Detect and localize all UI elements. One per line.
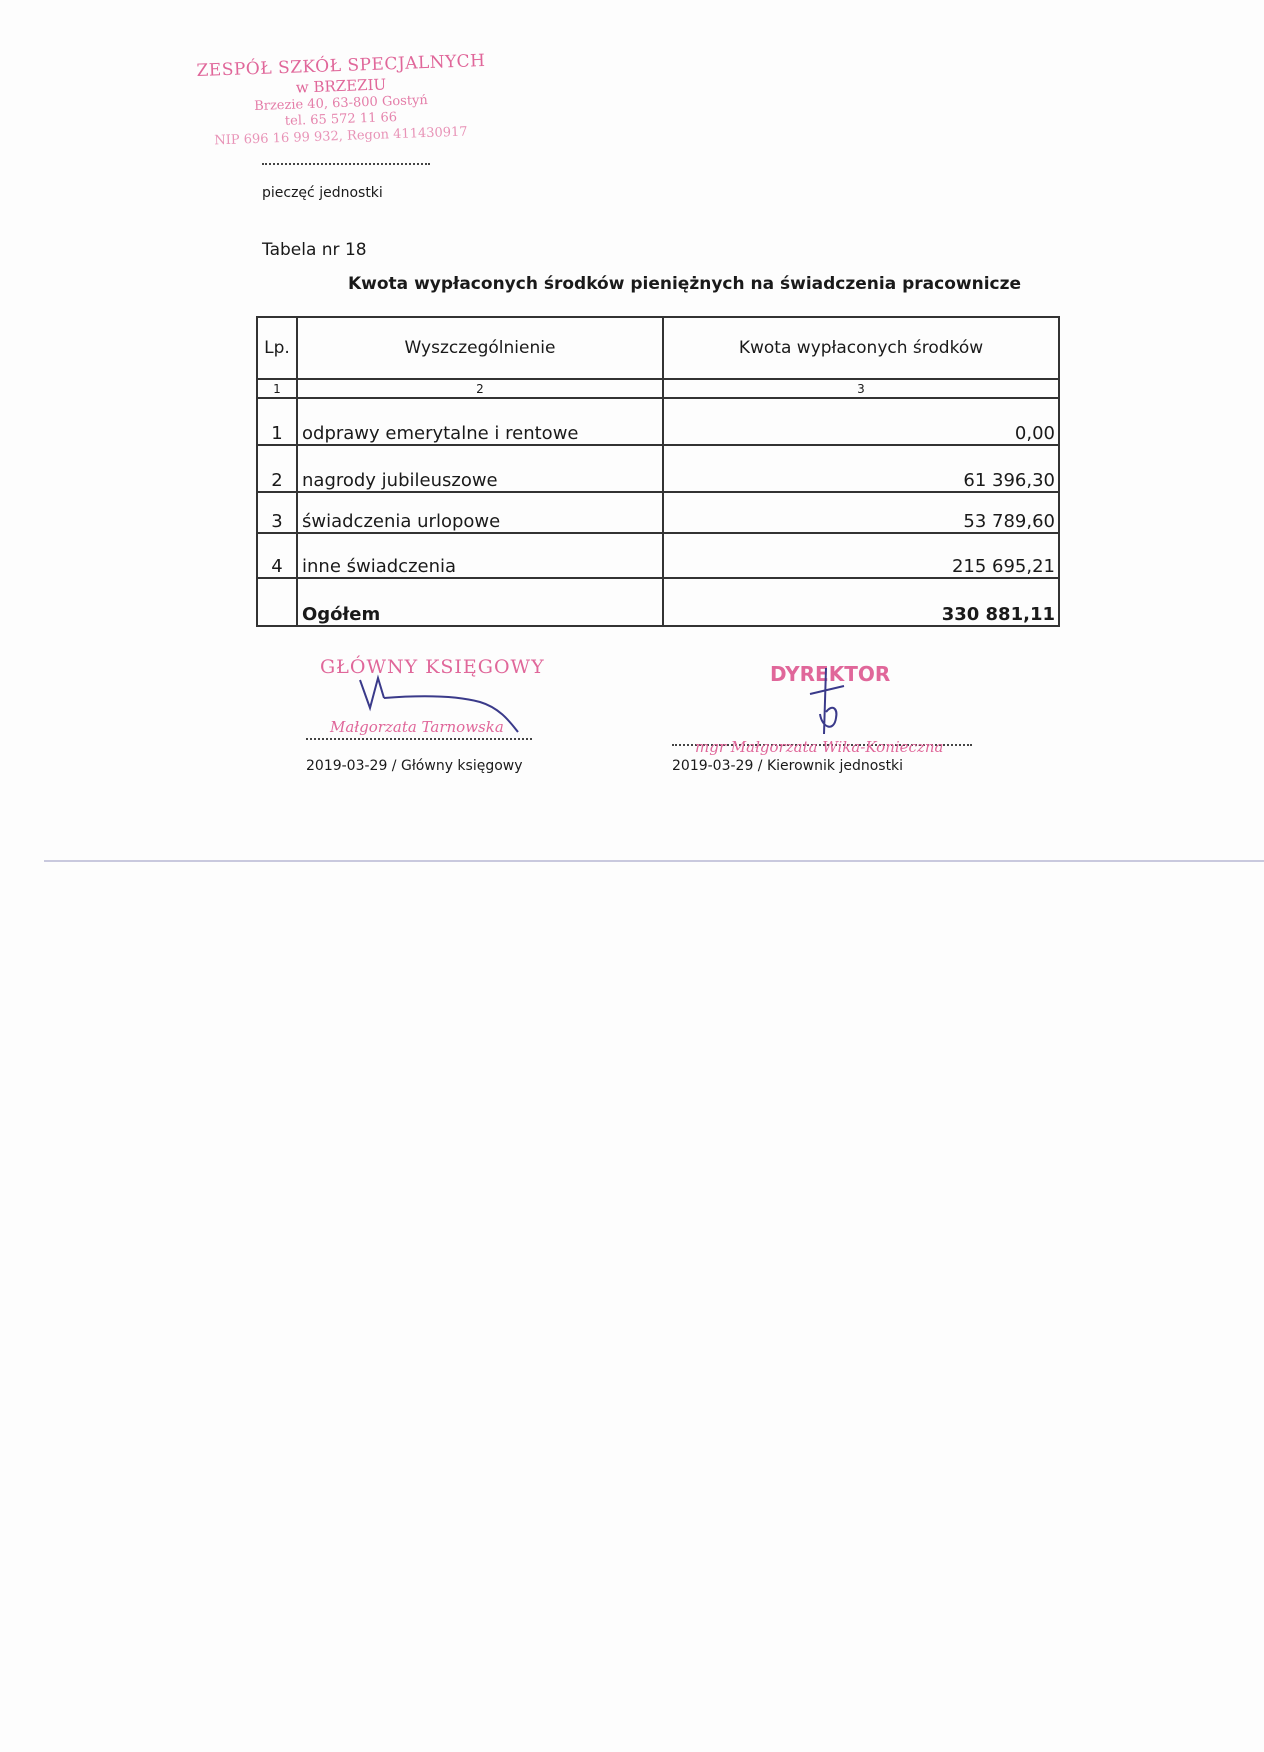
- chief-accountant-caption: 2019-03-29 / Główny księgowy: [306, 758, 523, 774]
- director-caption: 2019-03-29 / Kierownik jednostki: [672, 758, 904, 774]
- row-description: odprawy emerytalne i rentowe: [297, 398, 663, 445]
- column-number-1: 1: [257, 379, 297, 398]
- column-number-3: 3: [663, 379, 1059, 398]
- row-lp: 4: [257, 533, 297, 578]
- row-amount: 215 695,21: [663, 533, 1059, 578]
- row-amount: 53 789,60: [663, 492, 1059, 533]
- table-number: Tabela nr 18: [262, 240, 367, 260]
- stamp-line-5: NIP 696 16 99 932, Regon 411430917: [214, 124, 468, 148]
- director-signature-icon: [800, 664, 860, 740]
- row-amount: 0,00: [663, 398, 1059, 445]
- total-lp: [257, 578, 297, 626]
- header-lp: Lp.: [257, 317, 297, 379]
- row-lp: 2: [257, 445, 297, 492]
- column-number-2: 2: [297, 379, 663, 398]
- table-row: [257, 492, 1059, 533]
- document-title: Kwota wypłaconych środków pieniężnych na świadczenia pracownicze: [348, 274, 1022, 294]
- row-description: inne świadczenia: [297, 533, 663, 578]
- row-lp: 1: [257, 398, 297, 445]
- chief-accountant-dotted-line: [306, 738, 532, 740]
- stamp-caption: pieczęć jednostki: [262, 185, 383, 201]
- separator-line: [44, 860, 1264, 862]
- header-amount: Kwota wypłaconych środków: [663, 317, 1059, 379]
- stamp-line-3: Brzezie 40, 63-800 Gostyń: [253, 92, 429, 115]
- stamp-dotted-line: [262, 163, 430, 165]
- table-row: [257, 445, 1059, 492]
- stamp-line-2: w BRZEZIU: [295, 75, 387, 97]
- chief-accountant-stamp-name: Małgorzata Tarnowska: [330, 718, 504, 736]
- column-number-row: [257, 379, 1059, 398]
- total-amount: 330 881,11: [663, 578, 1059, 626]
- table-header-row: [257, 317, 1059, 379]
- total-label: Ogółem: [297, 578, 663, 626]
- director-stamp-title: DYREKTOR: [770, 662, 891, 686]
- table-row: [257, 398, 1059, 445]
- benefits-table: [256, 316, 1060, 627]
- total-row: [257, 578, 1059, 626]
- row-description: świadczenia urlopowe: [297, 492, 663, 533]
- director-stamp-name: mgr Małgorzata Wika-Konieczna: [695, 738, 944, 756]
- row-lp: 3: [257, 492, 297, 533]
- header-description: Wyszczególnienie: [297, 317, 663, 379]
- table-row: [257, 533, 1059, 578]
- row-description: nagrody jubileuszowe: [297, 445, 663, 492]
- stamp-line-1: ZESPÓŁ SZKÓŁ SPECJALNYCH: [196, 50, 486, 82]
- chief-accountant-stamp-title: GŁÓWNY KSIĘGOWY: [320, 656, 545, 678]
- stamp-line-4: tel. 65 572 11 66: [284, 110, 398, 130]
- row-amount: 61 396,30: [663, 445, 1059, 492]
- unit-stamp: [196, 50, 486, 148]
